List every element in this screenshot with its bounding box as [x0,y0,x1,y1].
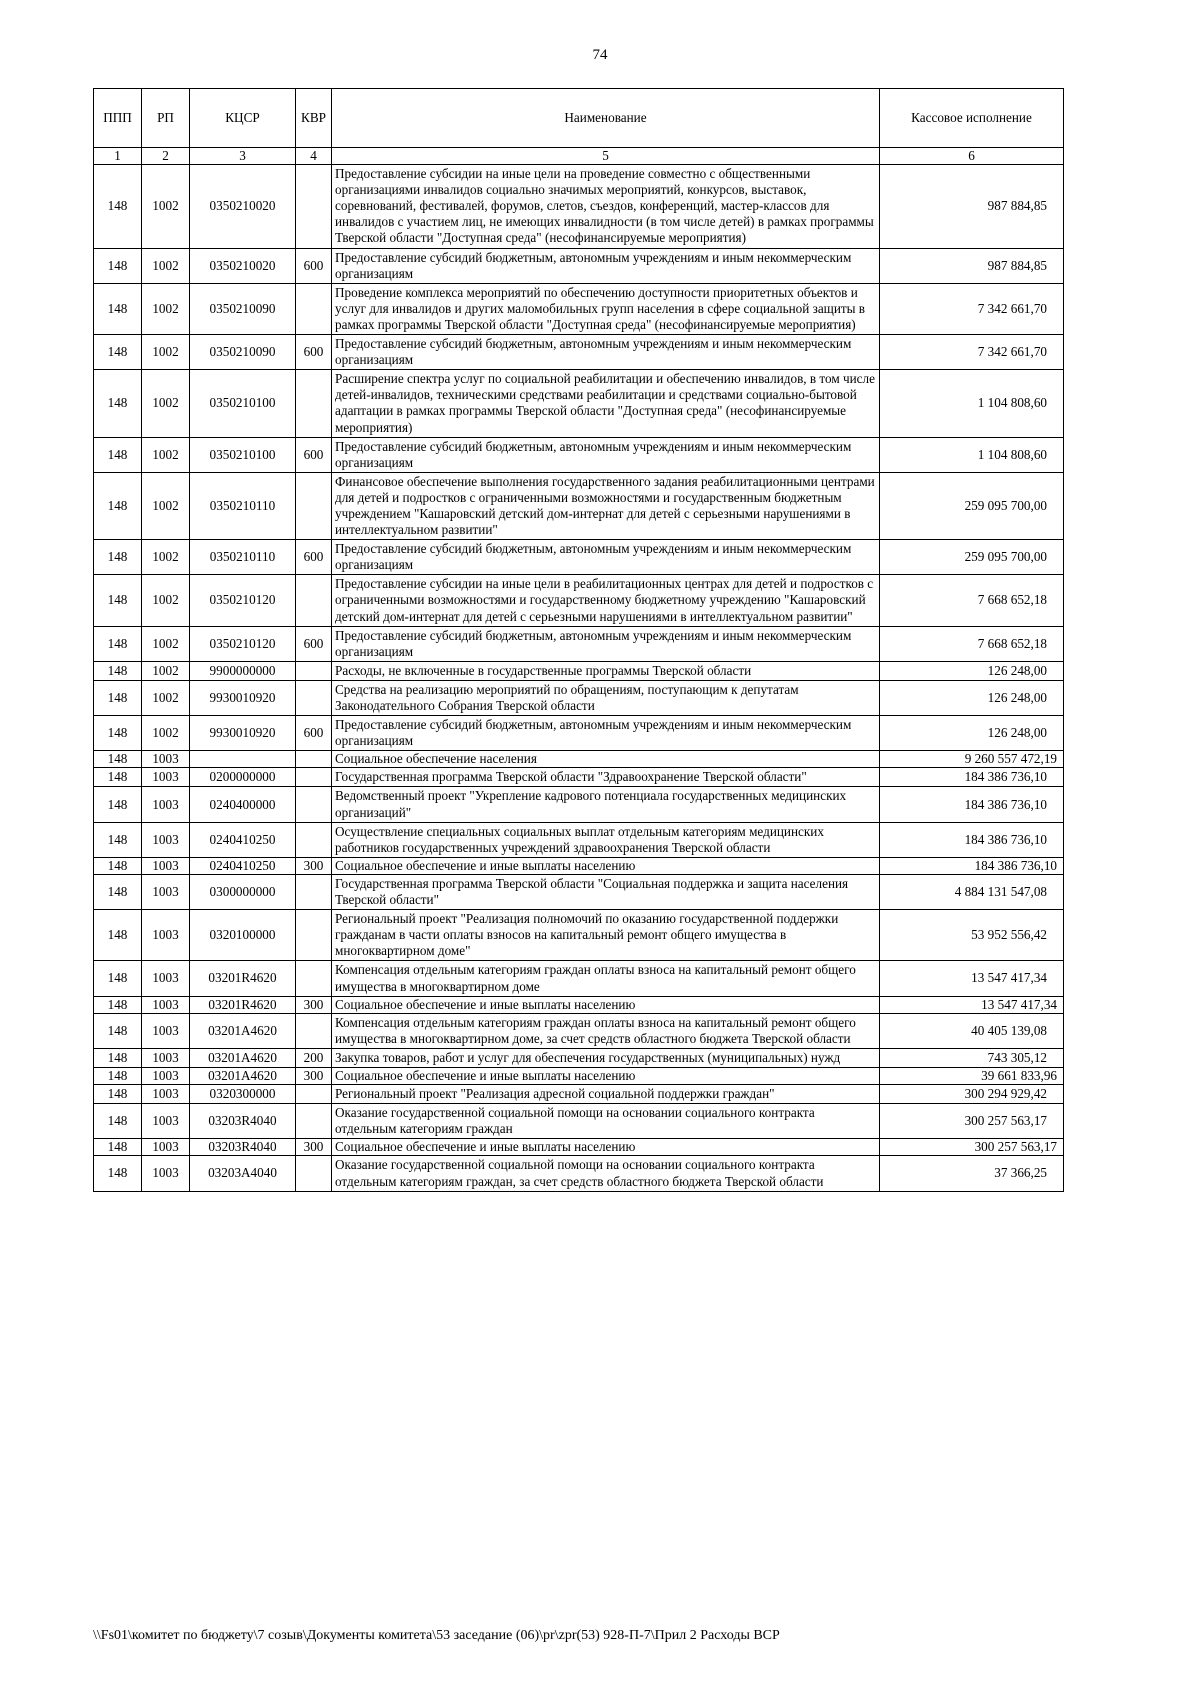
table-row [94,1156,1064,1191]
cell-kcsr: 0350210110 [190,472,296,539]
cell-ppp: 148 [94,910,142,961]
cell-name: Предоставление субсидий бюджетным, автономным учреждениям и иным некоммерческим организациям [332,626,880,661]
cell-rp: 1002 [142,165,190,248]
table-row [94,165,1064,248]
cell-kcsr: 03201A4620 [190,1048,296,1067]
cell-kvr [296,680,332,715]
cell-ppp: 148 [94,1104,142,1139]
cell-name: Предоставление субсидий бюджетным, автономным учреждениям и иным некоммерческим организациям [332,248,880,283]
cell-kcsr: 0350210020 [190,165,296,248]
table-row [94,1104,1064,1139]
cell-name: Региональный проект "Реализация полномочий по оказанию государственной поддержки гражданам в части оплаты взносов на капитальный ремонт общего имущества в многоквартирном доме" [332,910,880,961]
cell-name: Социальное обеспечение и иные выплаты населению [332,1139,880,1156]
header-amount: Кассовое исполнение [880,89,1064,148]
cell-name: Социальное обеспечение и иные выплаты населению [332,857,880,874]
cell-kvr [296,874,332,909]
cell-kvr: 200 [296,1048,332,1067]
cell-kvr: 600 [296,335,332,370]
cell-amount: 4 884 131 547,08 [880,874,1064,909]
cell-name: Предоставление субсидии на иные цели в реабилитационных центрах для детей и подростков с ограниченными возможностями и государственному бюджетному учреждению "Кашаровский детский дом-интернат для детей с серьезными нарушениями в интеллектуальном развитии" [332,575,880,626]
cell-kvr: 600 [296,248,332,283]
cell-rp: 1002 [142,370,190,437]
cell-amount: 126 248,00 [880,661,1064,680]
cell-kcsr: 0350210120 [190,626,296,661]
cell-kvr [296,822,332,857]
cell-name: Оказание государственной социальной помощи на основании социального контракта отдельным категориям граждан, за счет средств областного бюджета Тверской области [332,1156,880,1191]
cell-kvr [296,1085,332,1104]
table-row [94,961,1064,996]
cell-name: Компенсация отдельным категориям граждан оплаты взноса на капитальный ремонт общего имущества в многоквартирном доме [332,961,880,996]
footer-file-path: \\Fs01\комитет по бюджету\7 созыв\Документы комитета\53 заседание (06)\pr\zpr(53) 928-П-7\Прил 2 Расходы ВСР [93,1628,780,1643]
cell-ppp: 148 [94,751,142,768]
cell-name: Предоставление субсидий бюджетным, автономным учреждениям и иным некоммерческим организациям [332,540,880,575]
cell-ppp: 148 [94,1067,142,1084]
cell-kcsr: 0350210100 [190,370,296,437]
cell-amount: 13 547 417,34 [880,996,1064,1013]
cell-kcsr: 9930010920 [190,680,296,715]
table-row [94,996,1064,1013]
cell-kvr [296,370,332,437]
cell-ppp: 148 [94,874,142,909]
cell-name: Государственная программа Тверской области "Социальная поддержка и защита населения Тверской области" [332,874,880,909]
cell-rp: 1003 [142,1048,190,1067]
cell-name: Расходы, не включенные в государственные программы Тверской области [332,661,880,680]
cell-amount: 743 305,12 [880,1048,1064,1067]
cell-rp: 1002 [142,575,190,626]
cell-amount: 300 294 929,42 [880,1085,1064,1104]
cell-rp: 1003 [142,751,190,768]
cell-ppp: 148 [94,661,142,680]
table-row [94,1085,1064,1104]
cell-kvr [296,1156,332,1191]
cell-kvr [296,283,332,334]
cell-name: Предоставление субсидий бюджетным, автономным учреждениям и иным некоммерческим организациям [332,437,880,472]
table-row [94,575,1064,626]
cell-ppp: 148 [94,575,142,626]
cell-ppp: 148 [94,626,142,661]
cell-name: Государственная программа Тверской области "Здравоохранение Тверской области" [332,768,880,787]
budget-table [93,88,1064,1192]
table-row [94,437,1064,472]
cell-rp: 1003 [142,961,190,996]
cell-ppp: 148 [94,165,142,248]
cell-ppp: 148 [94,996,142,1013]
cell-kcsr: 0200000000 [190,768,296,787]
cell-amount: 184 386 736,10 [880,768,1064,787]
cell-rp: 1003 [142,787,190,822]
table-row [94,335,1064,370]
cell-ppp: 148 [94,1156,142,1191]
cell-kvr: 300 [296,996,332,1013]
column-number: 2 [142,148,190,165]
cell-kcsr: 03203R4040 [190,1139,296,1156]
cell-name: Предоставление субсидий бюджетным, автономным учреждениям и иным некоммерческим организациям [332,716,880,751]
cell-rp: 1002 [142,437,190,472]
cell-rp: 1003 [142,1013,190,1048]
table-row [94,1013,1064,1048]
cell-rp: 1003 [142,1085,190,1104]
table-row [94,1048,1064,1067]
cell-ppp: 148 [94,437,142,472]
cell-ppp: 148 [94,335,142,370]
cell-ppp: 148 [94,370,142,437]
cell-kcsr: 03201R4620 [190,961,296,996]
header-kcsr: КЦСР [190,89,296,148]
cell-kcsr: 9930010920 [190,716,296,751]
cell-name: Расширение спектра услуг по социальной реабилитации и обеспечению инвалидов, в том числе детей-инвалидов, техническими средствами реабилитации и средствами социально-бытовой адаптации в рамках программы Тверской области "Доступная среда" (несофинансируемые мероприятия) [332,370,880,437]
cell-kvr [296,165,332,248]
cell-name: Ведомственный проект "Укрепление кадрового потенциала государственных медицинских организаций" [332,787,880,822]
cell-name: Финансовое обеспечение выполнения государственного задания реабилитационными центрами для детей и подростков с ограниченными возможностями и государственным бюджетным учреждением "Кашаровский детский дом-интернат для детей с серьезными нарушениями в интеллектуальном развитии" [332,472,880,539]
cell-ppp: 148 [94,857,142,874]
cell-rp: 1003 [142,1156,190,1191]
cell-amount: 9 260 557 472,19 [880,751,1064,768]
header-name: Наименование [332,89,880,148]
cell-rp: 1003 [142,822,190,857]
cell-kcsr: 0240410250 [190,857,296,874]
cell-rp: 1002 [142,680,190,715]
cell-amount: 7 668 652,18 [880,626,1064,661]
cell-name: Оказание государственной социальной помощи на основании социального контракта отдельным категориям граждан [332,1104,880,1139]
cell-kvr [296,768,332,787]
cell-ppp: 148 [94,1139,142,1156]
table-row [94,540,1064,575]
cell-ppp: 148 [94,1013,142,1048]
cell-ppp: 148 [94,248,142,283]
cell-kcsr: 0320300000 [190,1085,296,1104]
header-ppp: ППП [94,89,142,148]
cell-kcsr: 0240410250 [190,822,296,857]
cell-amount: 40 405 139,08 [880,1013,1064,1048]
cell-kvr: 600 [296,716,332,751]
cell-kvr [296,910,332,961]
cell-amount: 1 104 808,60 [880,370,1064,437]
cell-kcsr: 03201R4620 [190,996,296,1013]
cell-amount: 13 547 417,34 [880,961,1064,996]
cell-amount: 7 342 661,70 [880,283,1064,334]
header-rp: РП [142,89,190,148]
cell-kcsr: 03203A4040 [190,1156,296,1191]
table-row [94,472,1064,539]
cell-ppp: 148 [94,540,142,575]
cell-kvr [296,1104,332,1139]
cell-ppp: 148 [94,961,142,996]
cell-rp: 1002 [142,626,190,661]
cell-rp: 1002 [142,540,190,575]
cell-amount: 184 386 736,10 [880,787,1064,822]
column-number: 5 [332,148,880,165]
cell-kvr [296,751,332,768]
cell-kvr [296,661,332,680]
cell-kvr: 600 [296,626,332,661]
cell-kcsr: 9900000000 [190,661,296,680]
cell-amount: 39 661 833,96 [880,1067,1064,1084]
cell-rp: 1003 [142,1104,190,1139]
cell-rp: 1003 [142,910,190,961]
cell-amount: 126 248,00 [880,680,1064,715]
cell-kvr: 300 [296,1067,332,1084]
cell-kcsr: 0350210090 [190,283,296,334]
cell-amount: 300 257 563,17 [880,1104,1064,1139]
cell-kcsr: 0350210090 [190,335,296,370]
cell-kcsr: 0240400000 [190,787,296,822]
table-row [94,822,1064,857]
cell-amount: 1 104 808,60 [880,437,1064,472]
cell-ppp: 148 [94,716,142,751]
cell-name: Закупка товаров, работ и услуг для обеспечения государственных (муниципальных) нужд [332,1048,880,1067]
cell-name: Предоставление субсидии на иные цели на проведение совместно с общественными организациями инвалидов социально значимых мероприятий, конкурсов, выставок, соревнований, фестивалей, форумов, слетов, съездов, конференций, мастер-классов для инвалидов с участием лиц, не имеющих инвалидности (в том числе детей) в рамках программы Тверской области "Доступная среда" (несофинансируемые мероприятия) [332,165,880,248]
cell-kcsr: 0350210110 [190,540,296,575]
column-number: 1 [94,148,142,165]
cell-name: Компенсация отдельным категориям граждан оплаты взноса на капитальный ремонт общего имущества в многоквартирном доме, за счет средств областного бюджета Тверской области [332,1013,880,1048]
cell-ppp: 148 [94,1048,142,1067]
cell-name: Социальное обеспечение населения [332,751,880,768]
cell-ppp: 148 [94,680,142,715]
cell-amount: 37 366,25 [880,1156,1064,1191]
column-number-row [94,148,1064,165]
cell-kvr: 300 [296,857,332,874]
table-row [94,874,1064,909]
table-row [94,1139,1064,1156]
table-row [94,661,1064,680]
cell-amount: 7 342 661,70 [880,335,1064,370]
cell-amount: 7 668 652,18 [880,575,1064,626]
cell-kcsr: 03201A4620 [190,1013,296,1048]
cell-kcsr: 0350210100 [190,437,296,472]
column-number: 4 [296,148,332,165]
cell-kvr [296,787,332,822]
cell-amount: 987 884,85 [880,165,1064,248]
cell-name: Средства на реализацию мероприятий по обращениям, поступающим к депутатам Законодательного Собрания Тверской области [332,680,880,715]
cell-name: Проведение комплекса мероприятий по обеспечению доступности приоритетных объектов и услуг для инвалидов и других маломобильных групп населения в сфере социальной защиты в рамках программы Тверской области "Доступная среда" (несофинансируемые мероприятия) [332,283,880,334]
cell-rp: 1002 [142,716,190,751]
cell-rp: 1003 [142,996,190,1013]
cell-kcsr [190,751,296,768]
cell-rp: 1002 [142,283,190,334]
cell-kcsr: 03203R4040 [190,1104,296,1139]
cell-kvr: 300 [296,1139,332,1156]
table-row [94,370,1064,437]
cell-kcsr: 0300000000 [190,874,296,909]
page-number: 74 [592,47,608,63]
cell-name: Социальное обеспечение и иные выплаты населению [332,1067,880,1084]
cell-amount: 53 952 556,42 [880,910,1064,961]
cell-ppp: 148 [94,787,142,822]
table-row [94,626,1064,661]
cell-ppp: 148 [94,283,142,334]
table-row [94,768,1064,787]
cell-amount: 259 095 700,00 [880,540,1064,575]
cell-rp: 1002 [142,248,190,283]
column-number: 3 [190,148,296,165]
cell-rp: 1003 [142,874,190,909]
cell-name: Социальное обеспечение и иные выплаты населению [332,996,880,1013]
cell-amount: 184 386 736,10 [880,857,1064,874]
cell-name: Региональный проект "Реализация адресной социальной поддержки граждан" [332,1085,880,1104]
table-row [94,283,1064,334]
cell-ppp: 148 [94,472,142,539]
cell-rp: 1003 [142,1067,190,1084]
cell-kvr [296,1013,332,1048]
cell-kvr [296,472,332,539]
table-row [94,680,1064,715]
cell-name: Предоставление субсидий бюджетным, автономным учреждениям и иным некоммерческим организациям [332,335,880,370]
header-kvr: КВР [296,89,332,148]
cell-rp: 1002 [142,472,190,539]
cell-rp: 1003 [142,768,190,787]
cell-amount: 259 095 700,00 [880,472,1064,539]
column-number: 6 [880,148,1064,165]
table-row [94,716,1064,751]
cell-name: Осуществление специальных социальных выплат отдельным категориям медицинских работников государственных учреждений здравоохранения Тверской области [332,822,880,857]
cell-kvr [296,961,332,996]
cell-amount: 300 257 563,17 [880,1139,1064,1156]
table-row [94,857,1064,874]
cell-amount: 987 884,85 [880,248,1064,283]
cell-kcsr: 0320100000 [190,910,296,961]
table-header-row [94,89,1064,148]
cell-kcsr: 03201A4620 [190,1067,296,1084]
table-row [94,1067,1064,1084]
cell-ppp: 148 [94,1085,142,1104]
table-row [94,248,1064,283]
table-row [94,910,1064,961]
cell-rp: 1003 [142,857,190,874]
cell-rp: 1002 [142,335,190,370]
cell-kcsr: 0350210020 [190,248,296,283]
cell-rp: 1002 [142,661,190,680]
cell-kvr: 600 [296,437,332,472]
cell-ppp: 148 [94,768,142,787]
cell-amount: 184 386 736,10 [880,822,1064,857]
cell-amount: 126 248,00 [880,716,1064,751]
cell-ppp: 148 [94,822,142,857]
cell-kcsr: 0350210120 [190,575,296,626]
cell-kvr [296,575,332,626]
table-row [94,751,1064,768]
cell-rp: 1003 [142,1139,190,1156]
cell-kvr: 600 [296,540,332,575]
table-row [94,787,1064,822]
